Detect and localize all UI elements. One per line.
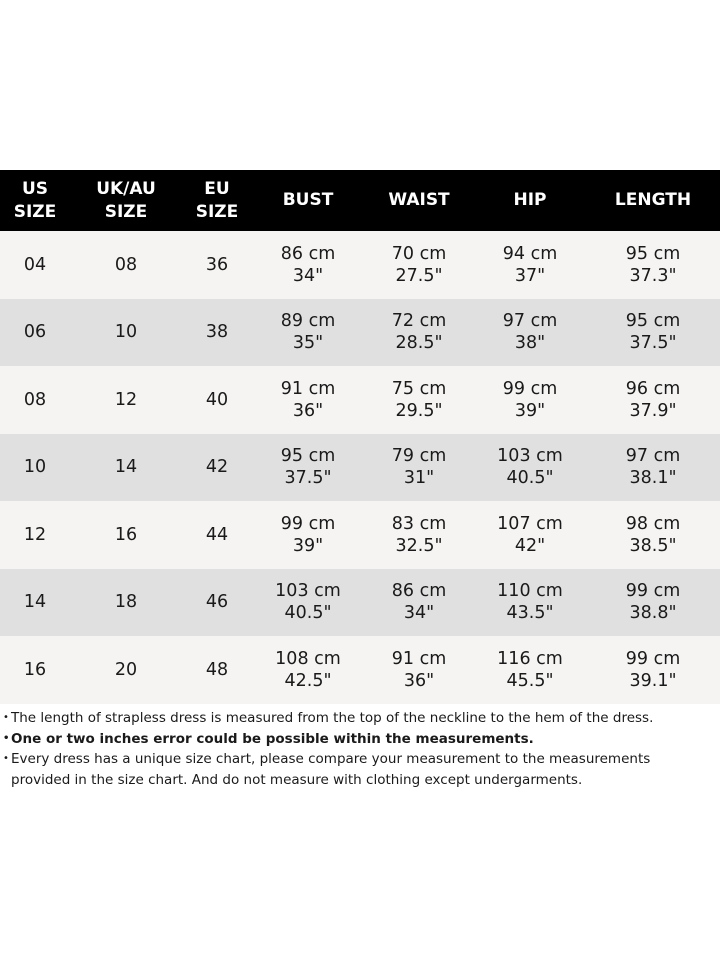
- cell-length-cm: 96 cm: [625, 378, 681, 399]
- table-row: [0, 434, 720, 502]
- header-uk-au-size-line2: SIZE: [104, 201, 148, 222]
- cell-hip-cm: 116 cm: [497, 648, 563, 669]
- cell-hip-inch: 40.5": [506, 468, 554, 489]
- header-eu-size: [182, 170, 252, 231]
- cell-length-inch: 37.3": [629, 265, 677, 286]
- cell-eu-size: 36: [205, 254, 229, 275]
- note-item: [3, 729, 713, 750]
- cell-waist-inch: 27.5": [395, 265, 443, 286]
- table-row: [0, 501, 720, 569]
- cell-length-inch: 38.8": [629, 603, 677, 624]
- cell-waist: [364, 636, 474, 704]
- size-chart-table: [0, 170, 720, 704]
- cell-us-size: 08: [23, 389, 47, 410]
- cell-hip-cm: 110 cm: [497, 581, 563, 602]
- cell-bust-inch: 35": [292, 333, 324, 354]
- table-row: [0, 231, 720, 299]
- header-hip: [474, 170, 586, 231]
- note-item: [3, 749, 713, 790]
- header-eu-size-line1: EU: [204, 178, 230, 199]
- header-uk-au-size-line1: UK/AU: [96, 178, 156, 199]
- cell-hip-cm: 97 cm: [502, 311, 558, 332]
- cell-bust-inch: 36": [292, 400, 324, 421]
- header-us-size: [0, 170, 70, 231]
- header-length: [586, 170, 720, 231]
- cell-waist-cm: 70 cm: [391, 243, 447, 264]
- cell-length-inch: 38.1": [629, 468, 677, 489]
- cell-hip: [474, 231, 586, 299]
- note-item: [3, 708, 713, 729]
- bullet-icon: •: [3, 712, 9, 723]
- cell-bust: [252, 366, 364, 434]
- cell-waist-cm: 72 cm: [391, 311, 447, 332]
- cell-length: [586, 501, 720, 569]
- cell-length-cm: 95 cm: [625, 243, 681, 264]
- cell-eu-size: 48: [205, 659, 229, 680]
- cell-waist: [364, 501, 474, 569]
- cell-eu-size: 46: [205, 592, 229, 613]
- cell-us-size: 06: [23, 322, 47, 343]
- cell-waist-cm: 91 cm: [391, 648, 447, 669]
- cell-hip: [474, 569, 586, 637]
- cell-length: [586, 299, 720, 367]
- cell-hip-cm: 103 cm: [497, 446, 563, 467]
- cell-waist-inch: 28.5": [395, 333, 443, 354]
- cell-length-inch: 37.9": [629, 400, 677, 421]
- header-bust-label: BUST: [282, 190, 334, 210]
- table-row: [0, 299, 720, 367]
- cell-waist-inch: 31": [403, 468, 435, 489]
- cell-length: [586, 636, 720, 704]
- cell-uk-size: 20: [114, 659, 138, 680]
- cell-waist-inch: 29.5": [395, 400, 443, 421]
- cell-uk-size: 08: [114, 254, 138, 275]
- cell-waist-inch: 34": [403, 603, 435, 624]
- cell-waist-cm: 86 cm: [391, 581, 447, 602]
- table-header-row: [0, 170, 720, 231]
- bullet-icon: •: [3, 753, 9, 764]
- cell-bust-cm: 99 cm: [280, 513, 336, 534]
- cell-hip: [474, 636, 586, 704]
- cell-length-inch: 37.5": [629, 333, 677, 354]
- cell-waist-cm: 83 cm: [391, 513, 447, 534]
- cell-waist-inch: 36": [403, 670, 435, 691]
- cell-eu-size: 42: [205, 457, 229, 478]
- cell-length: [586, 231, 720, 299]
- cell-bust: [252, 231, 364, 299]
- header-waist-label: WAIST: [388, 190, 450, 210]
- cell-hip-inch: 45.5": [506, 670, 554, 691]
- cell-us-size: 14: [23, 592, 47, 613]
- cell-bust-cm: 95 cm: [280, 446, 336, 467]
- cell-hip-cm: 107 cm: [497, 513, 563, 534]
- cell-eu-size: 38: [205, 322, 229, 343]
- cell-length-cm: 97 cm: [625, 446, 681, 467]
- cell-hip-cm: 94 cm: [502, 243, 558, 264]
- cell-bust: [252, 434, 364, 502]
- cell-bust-cm: 108 cm: [275, 648, 341, 669]
- cell-bust-inch: 37.5": [284, 468, 332, 489]
- cell-bust: [252, 299, 364, 367]
- cell-bust: [252, 569, 364, 637]
- cell-length-cm: 99 cm: [625, 581, 681, 602]
- cell-us-size: 16: [23, 659, 47, 680]
- cell-hip-inch: 37": [514, 265, 546, 286]
- cell-hip-cm: 99 cm: [502, 378, 558, 399]
- cell-uk-size: 10: [114, 322, 138, 343]
- cell-hip: [474, 501, 586, 569]
- cell-bust-cm: 91 cm: [280, 378, 336, 399]
- header-waist: [364, 170, 474, 231]
- cell-bust: [252, 636, 364, 704]
- header-length-label: LENGTH: [614, 190, 692, 210]
- cell-hip: [474, 299, 586, 367]
- cell-uk-size: 14: [114, 457, 138, 478]
- cell-us-size: 04: [23, 254, 47, 275]
- cell-uk-size: 18: [114, 592, 138, 613]
- header-uk-au-size: [70, 170, 182, 231]
- cell-eu-size: 40: [205, 389, 229, 410]
- cell-length-inch: 39.1": [629, 670, 677, 691]
- cell-length-cm: 95 cm: [625, 311, 681, 332]
- cell-eu-size: 44: [205, 524, 229, 545]
- note-text: Every dress has a unique size chart, please compare your measurement to the measurements provided in the size chart. And do not measure with clothing except undergarments.: [11, 751, 651, 788]
- cell-bust-inch: 42.5": [284, 670, 332, 691]
- cell-bust-inch: 40.5": [284, 603, 332, 624]
- table-row: [0, 569, 720, 637]
- cell-waist-cm: 79 cm: [391, 446, 447, 467]
- table-row: [0, 366, 720, 434]
- table-row: [0, 636, 720, 704]
- cell-hip: [474, 366, 586, 434]
- cell-length-cm: 98 cm: [625, 513, 681, 534]
- header-us-size-line2: SIZE: [13, 201, 57, 222]
- header-us-size-line1: US: [21, 178, 49, 199]
- cell-waist: [364, 569, 474, 637]
- cell-waist: [364, 299, 474, 367]
- cell-us-size: 12: [23, 524, 47, 545]
- cell-us-size: 10: [23, 457, 47, 478]
- note-text: One or two inches error could be possible within the measurements.: [11, 730, 534, 747]
- cell-waist: [364, 231, 474, 299]
- cell-length-inch: 38.5": [629, 535, 677, 556]
- cell-hip-inch: 43.5": [506, 603, 554, 624]
- note-text: The length of strapless dress is measured from the top of the neckline to the hem of the dress.: [11, 710, 654, 726]
- cell-waist-inch: 32.5": [395, 535, 443, 556]
- cell-bust-inch: 34": [292, 265, 324, 286]
- header-hip-label: HIP: [513, 190, 547, 210]
- cell-length: [586, 569, 720, 637]
- notes-section: [3, 708, 713, 790]
- cell-waist: [364, 434, 474, 502]
- bullet-icon: •: [3, 732, 10, 744]
- cell-hip-inch: 42": [514, 535, 546, 556]
- cell-bust-inch: 39": [292, 535, 324, 556]
- cell-hip-inch: 39": [514, 400, 546, 421]
- cell-length-cm: 99 cm: [625, 648, 681, 669]
- cell-waist: [364, 366, 474, 434]
- cell-uk-size: 12: [114, 389, 138, 410]
- cell-hip: [474, 434, 586, 502]
- cell-length: [586, 434, 720, 502]
- cell-length: [586, 366, 720, 434]
- cell-hip-inch: 38": [514, 333, 546, 354]
- cell-bust-cm: 103 cm: [275, 581, 341, 602]
- cell-bust-cm: 86 cm: [280, 243, 336, 264]
- header-eu-size-line2: SIZE: [195, 201, 239, 222]
- cell-uk-size: 16: [114, 524, 138, 545]
- cell-bust: [252, 501, 364, 569]
- cell-waist-cm: 75 cm: [391, 378, 447, 399]
- table-body: [0, 231, 720, 704]
- cell-bust-cm: 89 cm: [280, 311, 336, 332]
- header-bust: [252, 170, 364, 231]
